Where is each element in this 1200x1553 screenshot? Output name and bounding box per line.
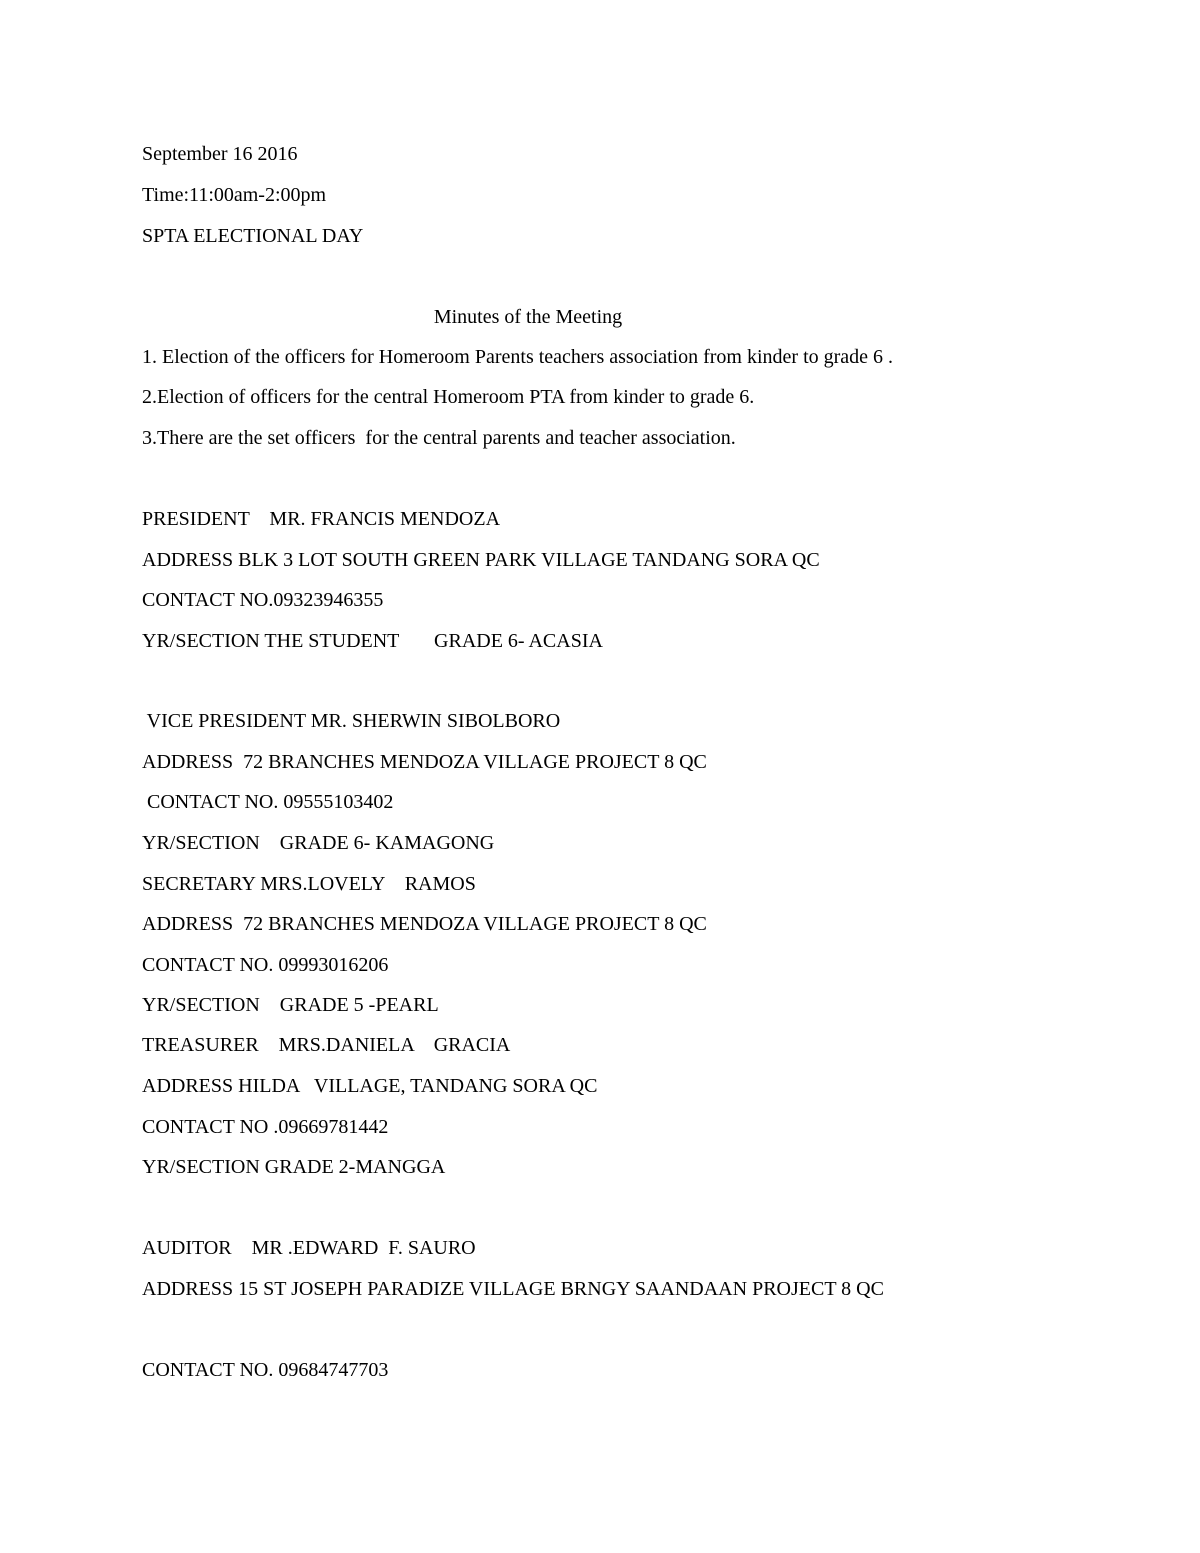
vice-president-contact: CONTACT NO. 09555103402 xyxy=(142,791,394,813)
auditor-address: ADDRESS 15 ST JOSEPH PARADIZE VILLAGE BRNGY SAANDAAN PROJECT 8 QC xyxy=(142,1278,884,1300)
auditor-name: AUDITOR MR .EDWARD F. SAURO xyxy=(142,1237,476,1259)
event-title: SPTA ELECTIONAL DAY xyxy=(142,225,364,247)
agenda-item-2: 2.Election of officers for the central Homeroom PTA from kinder to grade 6. xyxy=(142,386,755,408)
meeting-time: Time:11:00am-2:00pm xyxy=(142,184,327,206)
treasurer-section: YR/SECTION GRADE 2-MANGGA xyxy=(142,1156,446,1178)
vice-president-address: ADDRESS 72 BRANCHES MENDOZA VILLAGE PROJECT 8 QC xyxy=(142,751,707,773)
secretary-contact: CONTACT NO. 09993016206 xyxy=(142,954,389,976)
president-name: PRESIDENT MR. FRANCIS MENDOZA xyxy=(142,508,501,530)
agenda-item-3: 3.There are the set officers for the central parents and teacher association. xyxy=(142,427,736,449)
secretary-name: SECRETARY MRS.LOVELY RAMOS xyxy=(142,873,476,895)
meeting-date: September 16 2016 xyxy=(142,143,298,165)
treasurer-name: TREASURER MRS.DANIELA GRACIA xyxy=(142,1034,511,1056)
secretary-address: ADDRESS 72 BRANCHES MENDOZA VILLAGE PROJECT 8 QC xyxy=(142,913,707,935)
treasurer-address: ADDRESS HILDA VILLAGE, TANDANG SORA QC xyxy=(142,1075,598,1097)
vice-president-name: VICE PRESIDENT MR. SHERWIN SIBOLBORO xyxy=(142,710,561,732)
president-section: YR/SECTION THE STUDENT GRADE 6- ACASIA xyxy=(142,630,603,652)
minutes-title: Minutes of the Meeting xyxy=(433,306,623,328)
president-address: ADDRESS BLK 3 LOT SOUTH GREEN PARK VILLAGE TANDANG SORA QC xyxy=(142,549,820,571)
auditor-contact: CONTACT NO. 09684747703 xyxy=(142,1359,389,1381)
president-contact: CONTACT NO.09323946355 xyxy=(142,589,384,611)
secretary-section: YR/SECTION GRADE 5 -PEARL xyxy=(142,994,439,1016)
treasurer-contact: CONTACT NO .09669781442 xyxy=(142,1116,389,1138)
agenda-item-1: 1. Election of the officers for Homeroom Parents teachers association from kinder to grade 6 . xyxy=(142,346,894,368)
vice-president-section: YR/SECTION GRADE 6- KAMAGONG xyxy=(142,832,495,854)
